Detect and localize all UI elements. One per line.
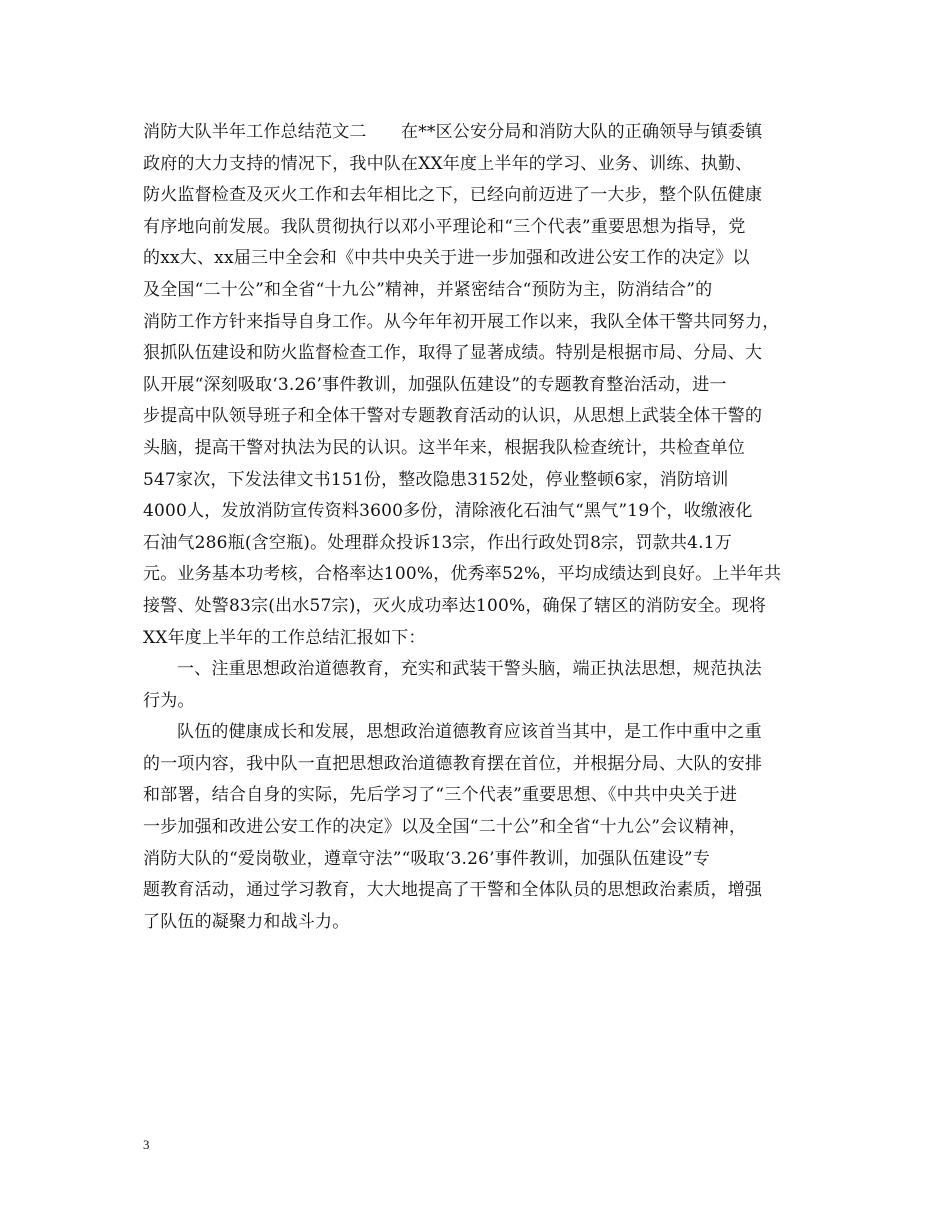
text-line: 防火监督检查及灭火工作和去年相比之下，已经向前迈进了一大步，整个队伍健康 — [143, 185, 763, 206]
text-line: 狠抓队伍建设和防火监督检查工作，取得了显著成绩。特别是根据市局、分局、大 — [143, 343, 763, 364]
text-line: 政府的大力支持的情况下，我中队在XX年度上半年的学习、业务、训练、执勤、 — [143, 153, 753, 174]
text-line: 消防大队的“爱岗敬业，遵章守法”“吸取‘3.26’事件教训，加强队伍建设”专 — [143, 848, 711, 869]
text-line: 队开展“深刻吸取‘3.26’事件教训，加强队伍建设”的专题教育整治活动，进一 — [143, 374, 727, 395]
page-number: 3 — [143, 1137, 150, 1152]
text-line: 了队伍的凝聚力和战斗力。 — [143, 911, 350, 932]
text-line: 石油气286瓶(含空瓶)。处理群众投诉13宗，作出行政处罚8宗，罚款共4.1万 — [143, 532, 732, 553]
section-heading-line: 行为。 — [143, 690, 195, 711]
section-heading-line: 一、注重思想政治道德教育，充实和武装干警头脑，端正执法思想，规范执法 — [177, 659, 762, 680]
text-line: 消防工作方针来指导自身工作。从今年年初开展工作以来，我队全体干警共同努力， — [143, 311, 780, 332]
text-line: 有序地向前发展。我队贯彻执行以邓小平理论和“三个代表”重要思想为指导，党 — [143, 216, 746, 237]
text-line: 步提高中队领导班子和全体干警对专题教育活动的认识，从思想上武装全体干警的 — [143, 406, 763, 427]
text-line: 547家次，下发法律文书151份，整改隐患3152处，停业整顿6家，消防培训 — [143, 469, 729, 490]
text-line: 及全国“二十公”和全省“十九公”精神，并紧密结合“预防为主，防消结合”的 — [143, 279, 713, 300]
text-line: XX年度上半年的工作总结汇报如下： — [143, 627, 426, 648]
text-line: 一步加强和改进公安工作的决定》以及全国“二十公”和全省“十九公”会议精神， — [143, 817, 747, 838]
text-line: 队伍的健康成长和发展，思想政治道德教育应该首当其中，是工作中重中之重 — [177, 722, 762, 743]
document-body — [143, 117, 813, 938]
text-line: 接警、处警83宗(出水57宗)，灭火成功率达100%，确保了辖区的消防安全。现将 — [143, 595, 767, 616]
text-line: 的xx大、xx届三中全会和《中共中央关于进一步加强和改进公安工作的决定》以 — [143, 248, 750, 269]
text-line: 元。业务基本功考核，合格率达100%，优秀率52%，平均成绩达到良好。上半年共 — [143, 564, 782, 585]
text-line: 4000人，发放消防宣传资料3600多份，清除液化石油气“黑气”19个，收缴液化 — [143, 501, 753, 522]
text-line: 头脑，提高干警对执法为民的认识。这半年来，根据我队检查统计，共检查单位 — [143, 437, 745, 458]
text-line: 和部署，结合自身的实际，先后学习了“三个代表”重要思想、《中共中央关于进 — [143, 785, 738, 806]
text-line: 的一项内容，我中队一直把思想政治道德教育摆在首位，并根据分局、大队的安排 — [143, 753, 763, 774]
text-line: 题教育活动，通过学习教育，大大地提高了干警和全体队员的思想政治素质，增强 — [143, 880, 763, 901]
text-line: 消防大队半年工作总结范文二 在**区公安分局和消防大队的正确领导与镇委镇 — [143, 122, 763, 142]
